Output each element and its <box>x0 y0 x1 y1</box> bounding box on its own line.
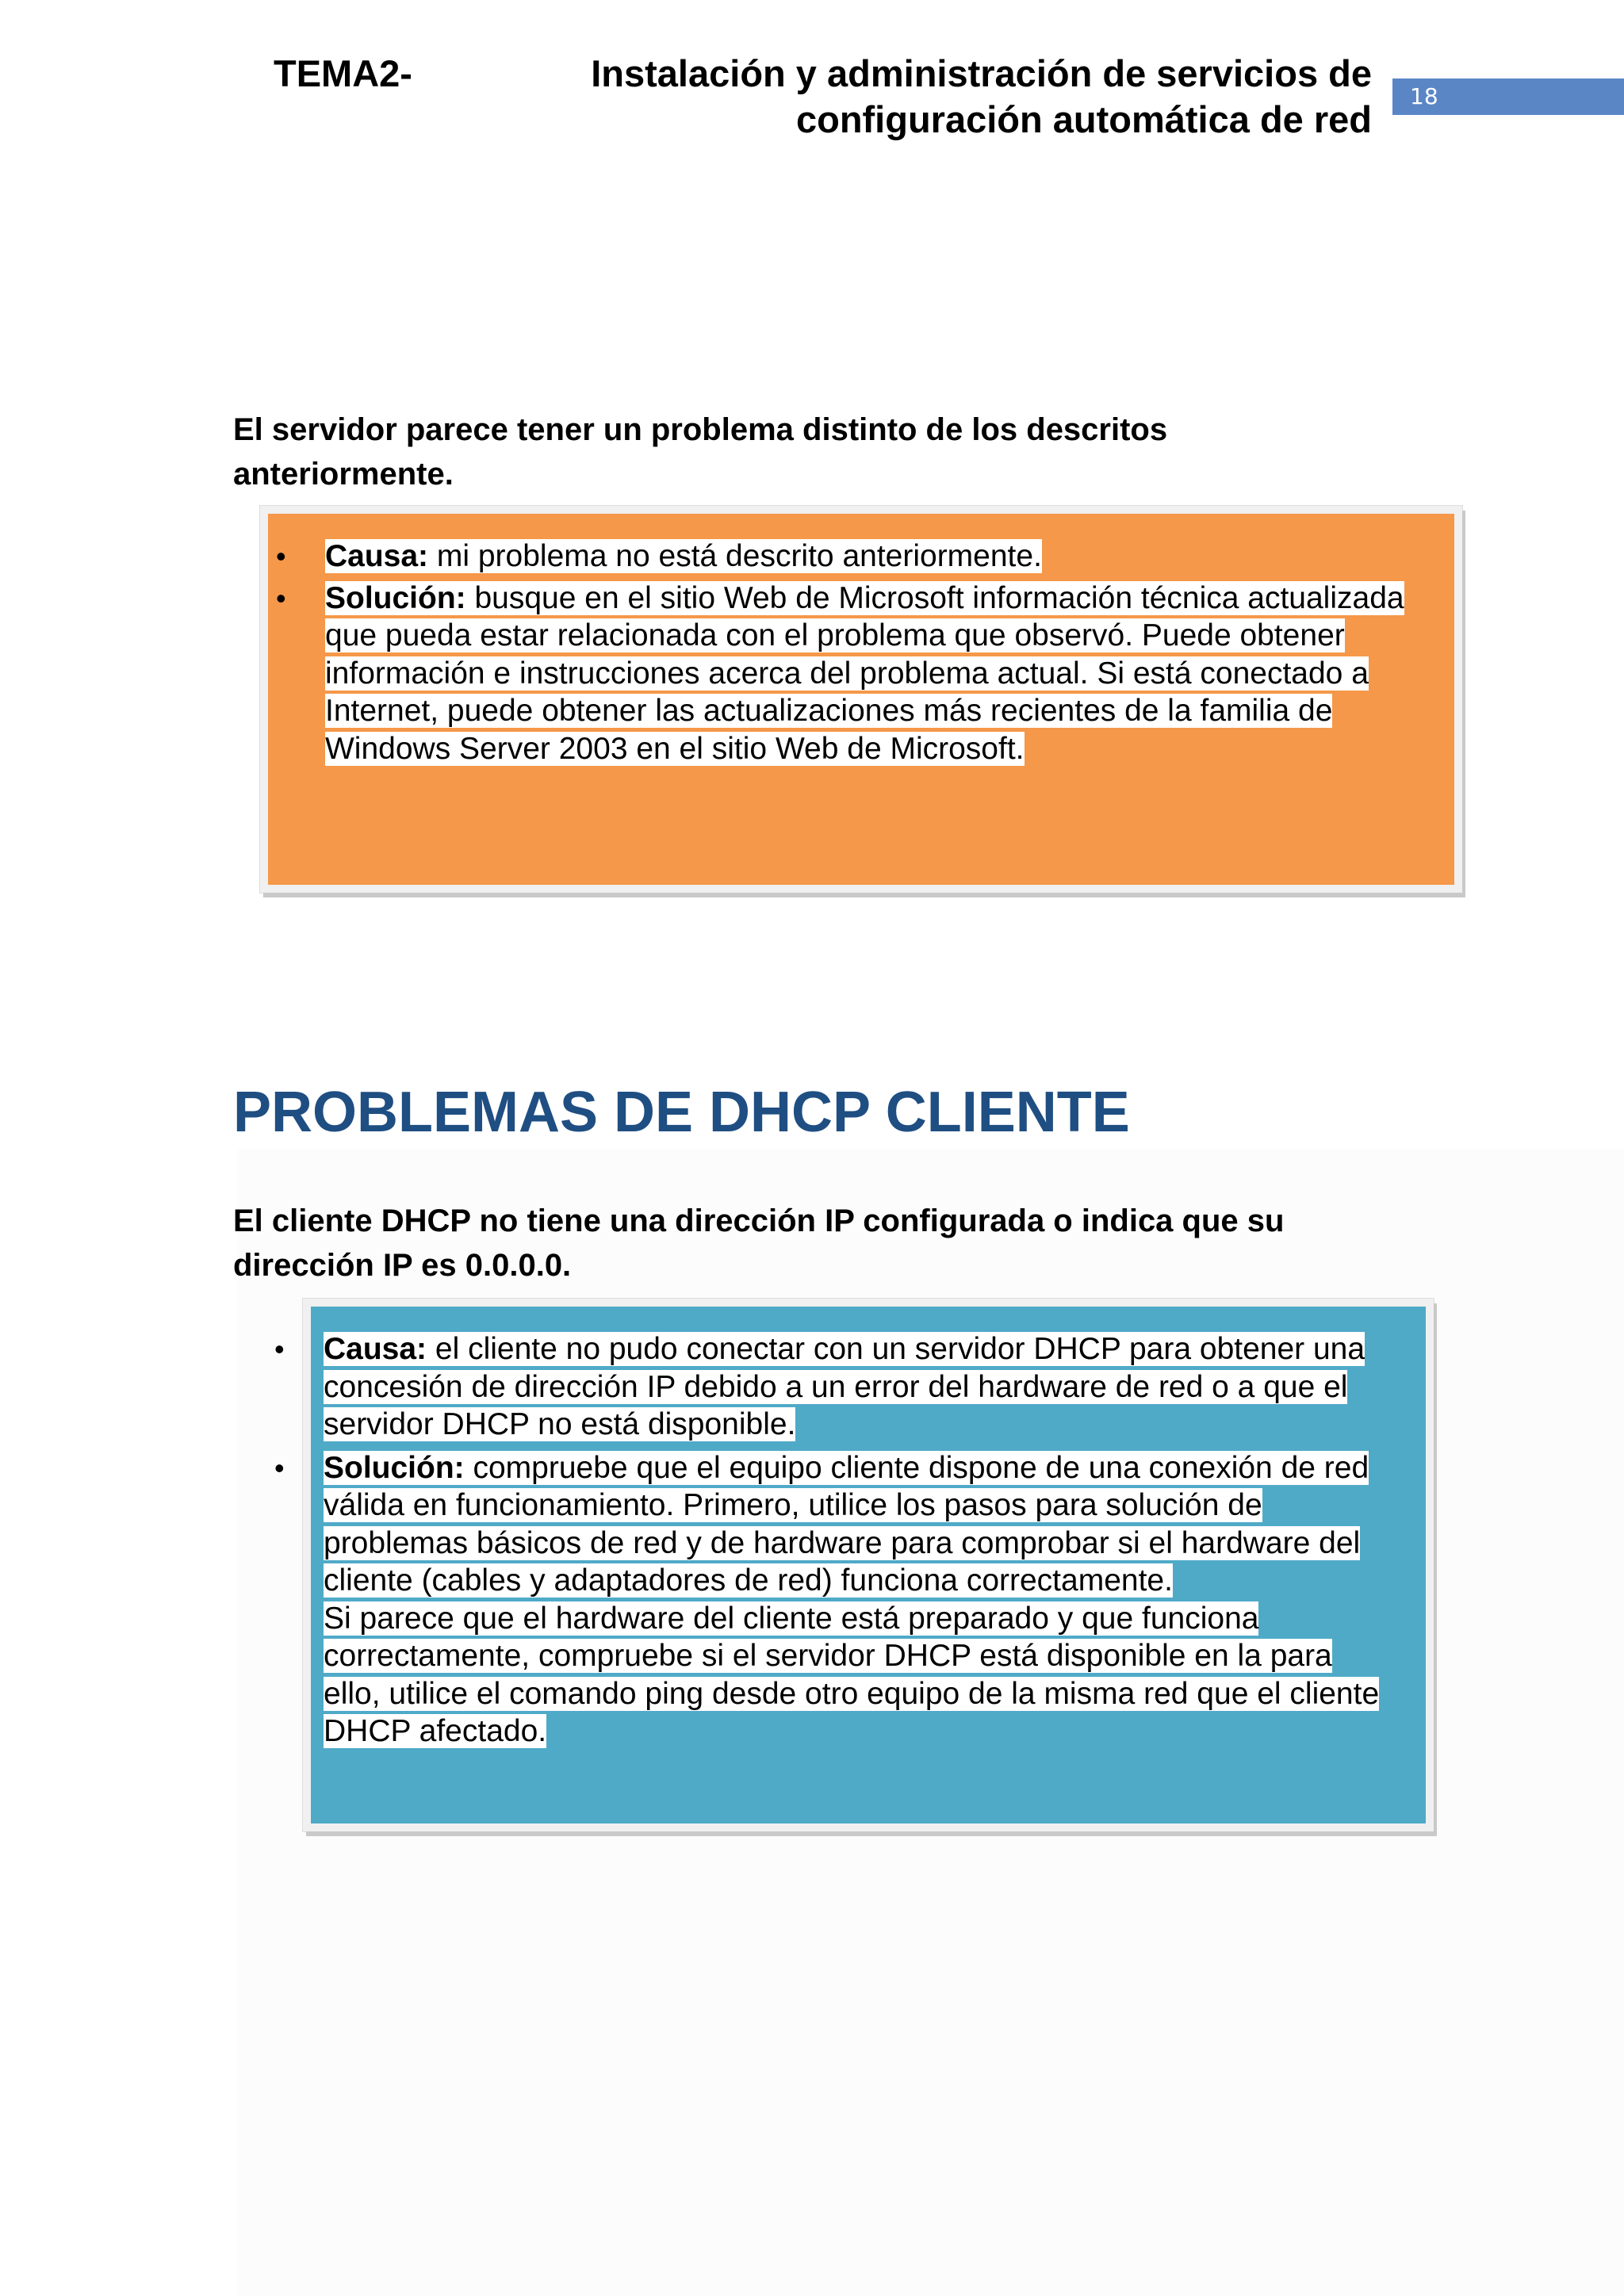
problem2-question-line2: dirección IP es 0.0.0.0. <box>233 1248 572 1283</box>
problem2-cause-item <box>266 1330 1392 1444</box>
page-number: 18 <box>1410 83 1438 109</box>
problem1-cause-label: Causa: <box>325 539 429 573</box>
header-title-line1: Instalación y administración de servicios de <box>591 52 1372 94</box>
problem2-solution-text-p2: Si parece que el hardware del cliente está preparado y que funciona correctamente, compruebe si el servidor DHCP está disponible en la para ello, utilice el comando ping desde otro equipo de la misma red que el cliente DHCP afectado. <box>324 1601 1380 1748</box>
problem1-question-line2: anteriormente. <box>233 457 454 492</box>
page-number-tab <box>1392 78 1624 115</box>
problem2-cause-label: Causa: <box>324 1332 427 1366</box>
problem1-solution-text: busque en el sitio Web de Microsoft información técnica actualizada que pueda estar relacionada con el problema que observó. Puede obtener información e instrucciones acerca del problema actual. Si está conectado a Internet, puede obtener las actualizaciones más recientes de la familia de Windows Server 2003 en el sitio Web de Microsoft. <box>325 580 1404 766</box>
problem2-cause-text: el cliente no pudo conectar con un servidor DHCP para obtener una concesión de dirección IP debido a un error del hardware de red o a que el servidor DHCP no está disponible. <box>324 1332 1365 1441</box>
header-topic: TEMA2- <box>274 52 412 94</box>
problem2-question-line1: El cliente DHCP no tiene una dirección IP configurada o indica que su <box>233 1203 1285 1238</box>
problem1-question <box>233 408 1423 496</box>
problem1-callout <box>260 506 1462 893</box>
problem1-list <box>268 538 1404 767</box>
problem2-solution-label: Solución: <box>324 1450 465 1485</box>
problem2-list <box>266 1330 1392 1751</box>
problem2-callout <box>303 1299 1434 1831</box>
section-title: PROBLEMAS DE DHCP CLIENTE <box>233 1081 1130 1144</box>
problem1-solution-item <box>268 580 1451 768</box>
header-title-line2: configuración automática de red <box>795 98 1372 140</box>
problem1-solution-label: Solución: <box>325 580 466 615</box>
problem2-solution-item <box>266 1449 1392 1751</box>
problem1-cause-item <box>268 538 1451 576</box>
problem2-question <box>233 1199 1423 1288</box>
problem1-cause-text: mi problema no está descrito anteriormente. <box>428 539 1042 573</box>
header-title <box>500 51 1372 143</box>
problem2-solution-text-p1: compruebe que el equipo cliente dispone de una conexión de red válida en funcionamiento. Primero, utilice los pasos para solución de problemas básicos de red y de hardware para comprobar si el hardware del cliente (cables y adaptadores de red) funciona correctamente. <box>324 1450 1369 1598</box>
problem1-question-line1: El servidor parece tener un problema distinto de los descritos <box>233 412 1168 447</box>
